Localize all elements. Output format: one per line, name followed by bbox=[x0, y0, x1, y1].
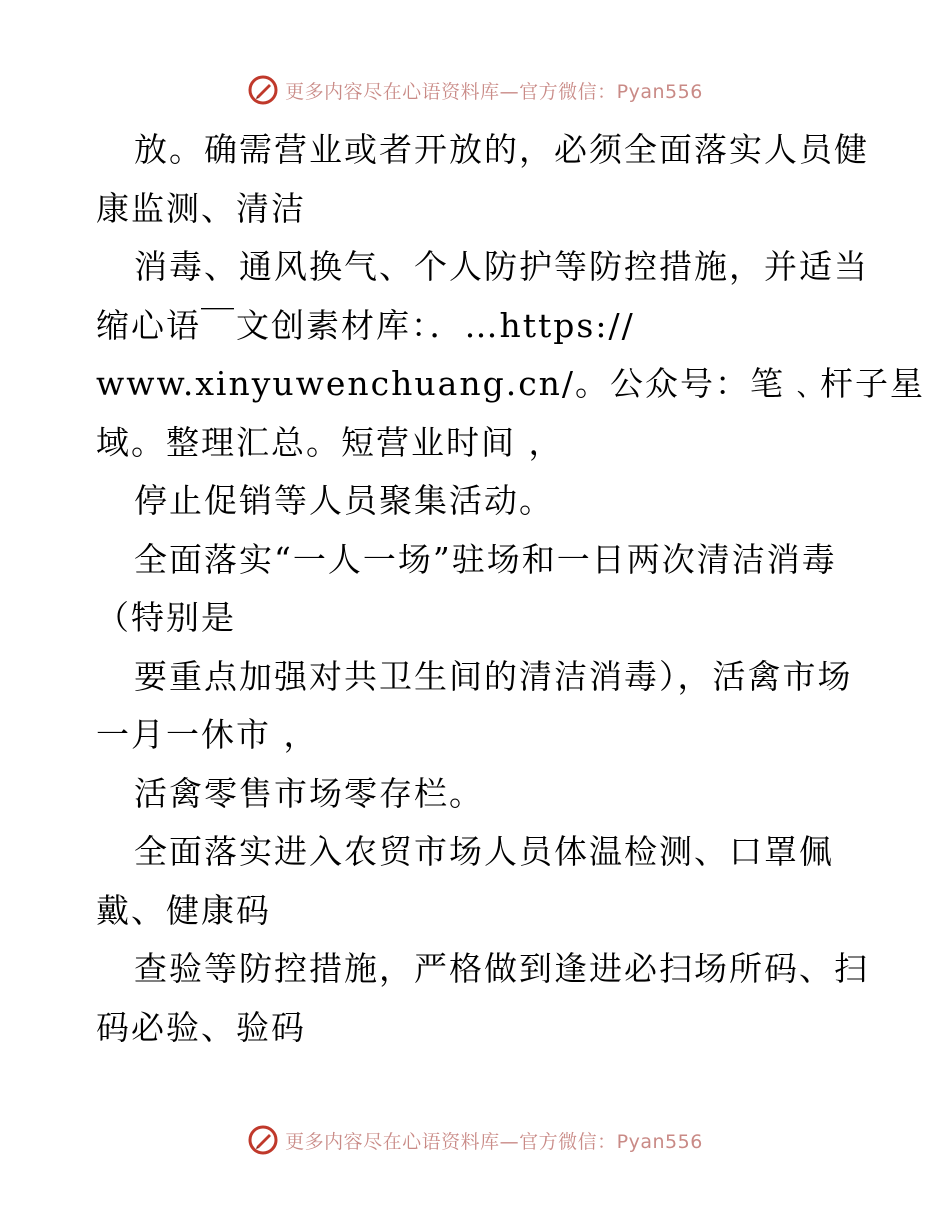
text-line: 全面落实“一人一场”驻场和一日两次清洁消毒 bbox=[134, 539, 837, 579]
text-line: （特别是 bbox=[96, 598, 236, 637]
document-body bbox=[96, 121, 926, 1057]
pen-logo-icon bbox=[247, 74, 279, 106]
header-banner-text: 更多内容尽在心语资料库—官方微信：Pyan556 bbox=[285, 80, 703, 103]
text-line: 域。整理汇总。短营业时间 ， bbox=[96, 422, 564, 462]
pen-logo-icon bbox=[247, 1124, 279, 1156]
footer-banner bbox=[0, 1120, 950, 1160]
text-line: 要重点加强对共卫生间的清洁消毒），活禽市场 bbox=[134, 656, 853, 696]
text-line: 查验等防控措施，严格做到逢进必扫场所码、扫 bbox=[134, 949, 869, 988]
text-line: 停止促销等人员聚集活动。 bbox=[134, 481, 554, 520]
footer-banner-text: 更多内容尽在心语资料库—官方微信：Pyan556 bbox=[285, 1130, 703, 1153]
text-line: www.xinyuwenchuang.cn/。公众号：笔﹑杆子星 bbox=[96, 364, 926, 403]
text-line: 活禽零售市场零存栏。 bbox=[134, 773, 484, 813]
text-line: 康监测、清洁 bbox=[96, 188, 306, 228]
header-banner bbox=[0, 70, 950, 110]
text-line: 码必验、验码 bbox=[96, 1007, 306, 1047]
text-line: 全面落实进入农贸市场人员体温检测、口罩佩 bbox=[134, 832, 834, 871]
text-line: 消毒、通风换气、个人防护等防控措施，并适当 bbox=[134, 247, 869, 286]
text-line: 一月一休市 ， bbox=[96, 715, 319, 754]
text-line: 放。确需营业或者开放的，必须全面落实人员健 bbox=[134, 130, 869, 169]
text-line: 戴、健康码 bbox=[96, 890, 271, 930]
text-line: 缩心语￣文创素材库：．…https:// bbox=[96, 305, 635, 345]
